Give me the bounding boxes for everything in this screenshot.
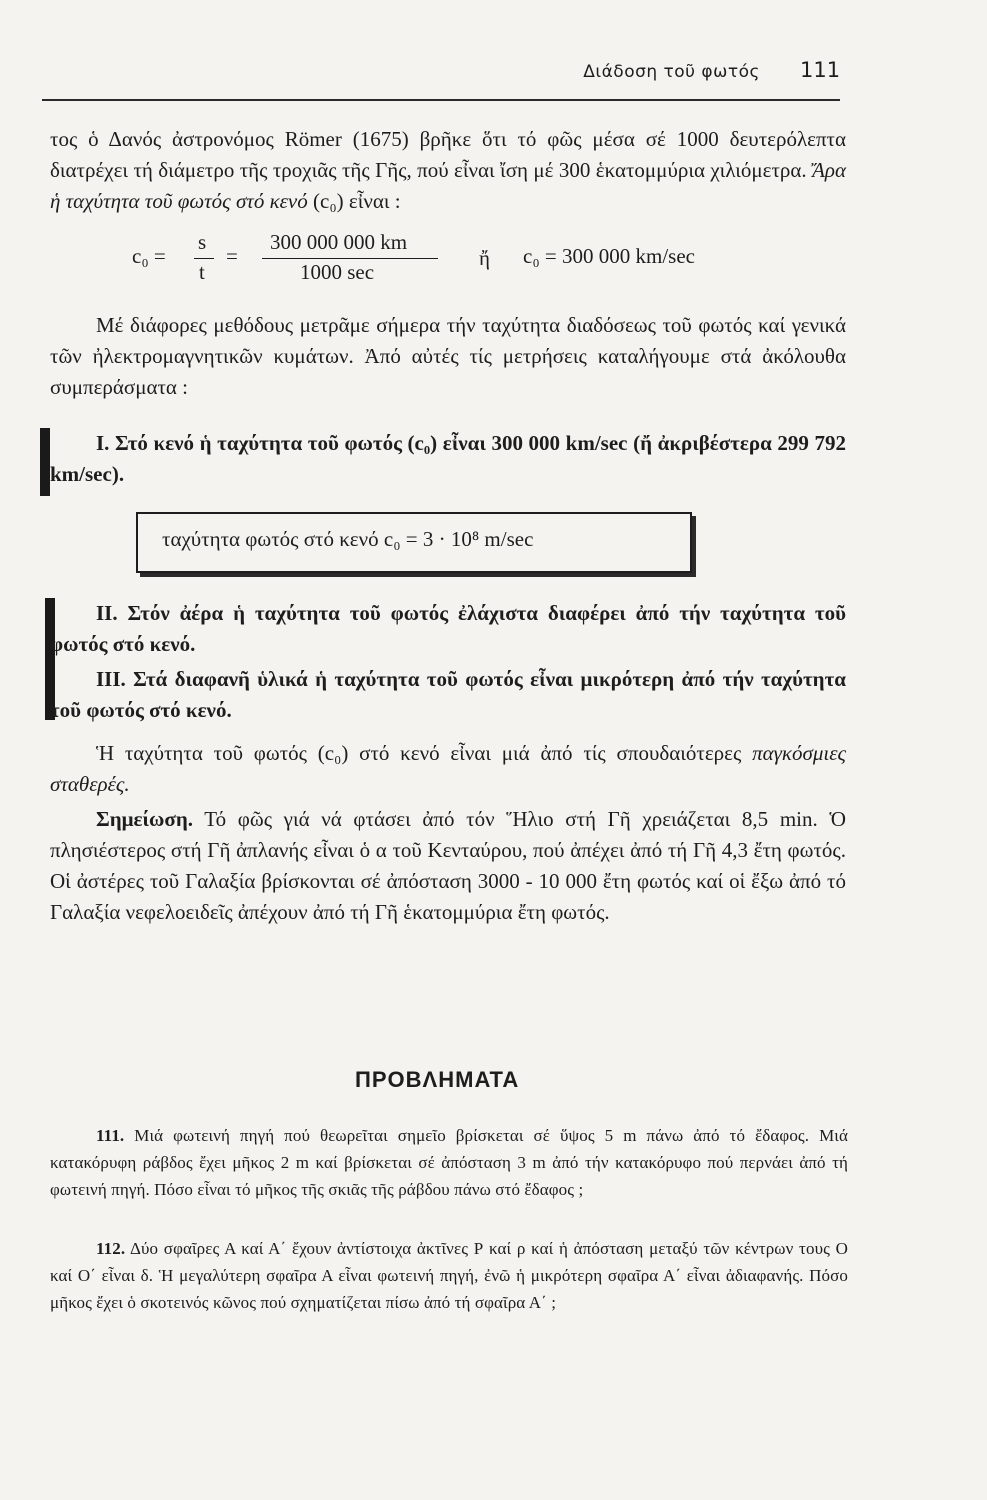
problem-text: Δύο σφαῖρες Α καί Α΄ ἔχουν ἀντίστοιχα ἀκτῖνες Ρ καί ρ καί ἡ ἀπόσταση μεταξύ τῶν κέντρων τους Ο καί Ο΄ εἶναι δ. Ἡ μεγαλύτερη σφαῖρα Α εἶναι φωτεινή πηγή, ἐνῶ ἡ μικρότερη σφαῖρα Α΄ εἶναι ἀδιαφανής. Πόσο μῆκος ἔχει ὁ σκοτεινός κῶνος πού σχηματίζεται πίσω ἀπό τή σφαῖρα Α΄ ;: [50, 1239, 848, 1312]
formula-t: t: [199, 260, 205, 284]
header-rule: [42, 99, 840, 101]
formula-numerator: 300 000 000 km: [270, 230, 408, 254]
formula-or: ἤ: [479, 246, 490, 270]
constant-paragraph: [50, 738, 846, 800]
principle-1: I. Στό κενό ἡ ταχύτητα τοῦ φωτός (c₀) εἶναι 300 000 km/sec (ἤ ἀκριβέστερα 299 792 km/sec).: [50, 431, 846, 486]
intro-text: τος ὁ Δανός ἀστρονόμος Römer (1675) βρῆκε ὅτι τό φῶς μέσα σέ 1000 δευτερόλεπτα διατρέχει τή διάμετρο τῆς τροχιᾶς τῆς Γῆς, πού εἶναι ἴση μέ 300 ἑκατομμύρια χιλιόμετρα.: [50, 127, 846, 182]
principle-3: III. Στά διαφανῆ ὑλικά ἡ ταχύτητα τοῦ φωτός εἶναι μικρότερη ἀπό τήν ταχύτητα τοῦ φωτός στό κενό.: [50, 667, 846, 722]
boxed-formula: [136, 512, 692, 573]
intro-text-end: (c₀) εἶναι :: [307, 189, 401, 213]
methods-paragraph: Μέ διάφορες μεθόδους μετρᾶμε σήμερα τήν ταχύτητα διαδόσεως τοῦ φωτός καί γενικά τῶν ἠλεκτρομαγνητικῶν κυμάτων. Ἀπό αὐτές τίς μετρήσεις καταλήγουμε στά ἀκόλουθα συμπεράσματα :: [50, 313, 846, 399]
note-text: Τό φῶς γιά νά φτάσει ἀπό τόν Ἥλιο στή Γῆ χρειάζεται 8,5 min. Ὁ πλησιέστερος στή Γῆ ἀπλανής εἶναι ὁ α τοῦ Κενταύρου, πού ἀπέχει ἀπό τή Γῆ 4,3 ἔτη φωτός. Οἱ ἀστέρες τοῦ Γαλαξία βρίσκονται σέ ἀπόσταση 3000 - 10 000 ἔτη φωτός καί οἱ ἔξω ἀπό τό Γαλαξία νεφελοειδεῖς ἀπέχουν ἀπό τή Γῆ ἑκατομμύρια ἔτη φωτός.: [50, 807, 846, 924]
formula-rhs: c₀ = 300 000 km/sec: [523, 244, 695, 268]
problem-text: Μιά φωτεινή πηγή πού θεωρεῖται σημεῖο βρίσκεται σέ ὕψος 5 m πάνω ἀπό τό ἔδαφος. Μιά κατακόρυφη ράβδος ἔχει μῆκος 2 m καί βρίσκεται σέ ἀπόσταση 3 m ἀπό τήν κατακόρυφο πού περνάει ἀπό τή φωτεινή πηγή. Πόσο εἶναι τό μῆκος τῆς σκιᾶς τῆς ράβδου πάνω στό ἔδαφος ;: [50, 1126, 848, 1199]
problem-number: 112.: [96, 1239, 126, 1258]
principle-2: II. Στόν ἀέρα ἡ ταχύτητα τοῦ φωτός ἐλάχιστα διαφέρει ἀπό τήν ταχύτητα τοῦ φωτός στό κενό.: [50, 601, 846, 656]
problem-111: [50, 1122, 848, 1203]
note-paragraph: [50, 804, 846, 928]
formula-eq: =: [226, 244, 238, 268]
problem-number: 111.: [96, 1126, 125, 1145]
problems-heading: ΠΡΟΒΛΗΜΑΤΑ: [355, 1067, 520, 1092]
boxed-formula-text: ταχύτητα φωτός στό κενό c₀ = 3 · 10⁸ m/sec: [162, 527, 534, 551]
principle-1-bar: [40, 428, 50, 496]
page-number: 111: [800, 58, 841, 82]
formula-lhs: c₀ =: [132, 244, 166, 268]
formula-bar-main: [262, 258, 438, 259]
intro-italic: Ἄρα ἡ ταχύτητα τοῦ φωτός στό κενό: [50, 158, 846, 213]
problem-112: [50, 1235, 848, 1316]
note-label: Σημείωση.: [96, 807, 193, 831]
running-title: Διάδοση τοῦ φωτός: [583, 62, 760, 82]
intro-paragraph: [50, 124, 846, 217]
formula-bar-st: [194, 258, 214, 259]
formula-denominator: 1000 sec: [300, 260, 375, 284]
constant-text: Ἡ ταχύτητα τοῦ φωτός (c₀) στό κενό εἶναι μιά ἀπό τίς σπουδαιότερες: [96, 741, 753, 765]
formula-s: s: [198, 230, 207, 254]
constant-italic: παγκόσμιες σταθερές.: [50, 741, 846, 796]
